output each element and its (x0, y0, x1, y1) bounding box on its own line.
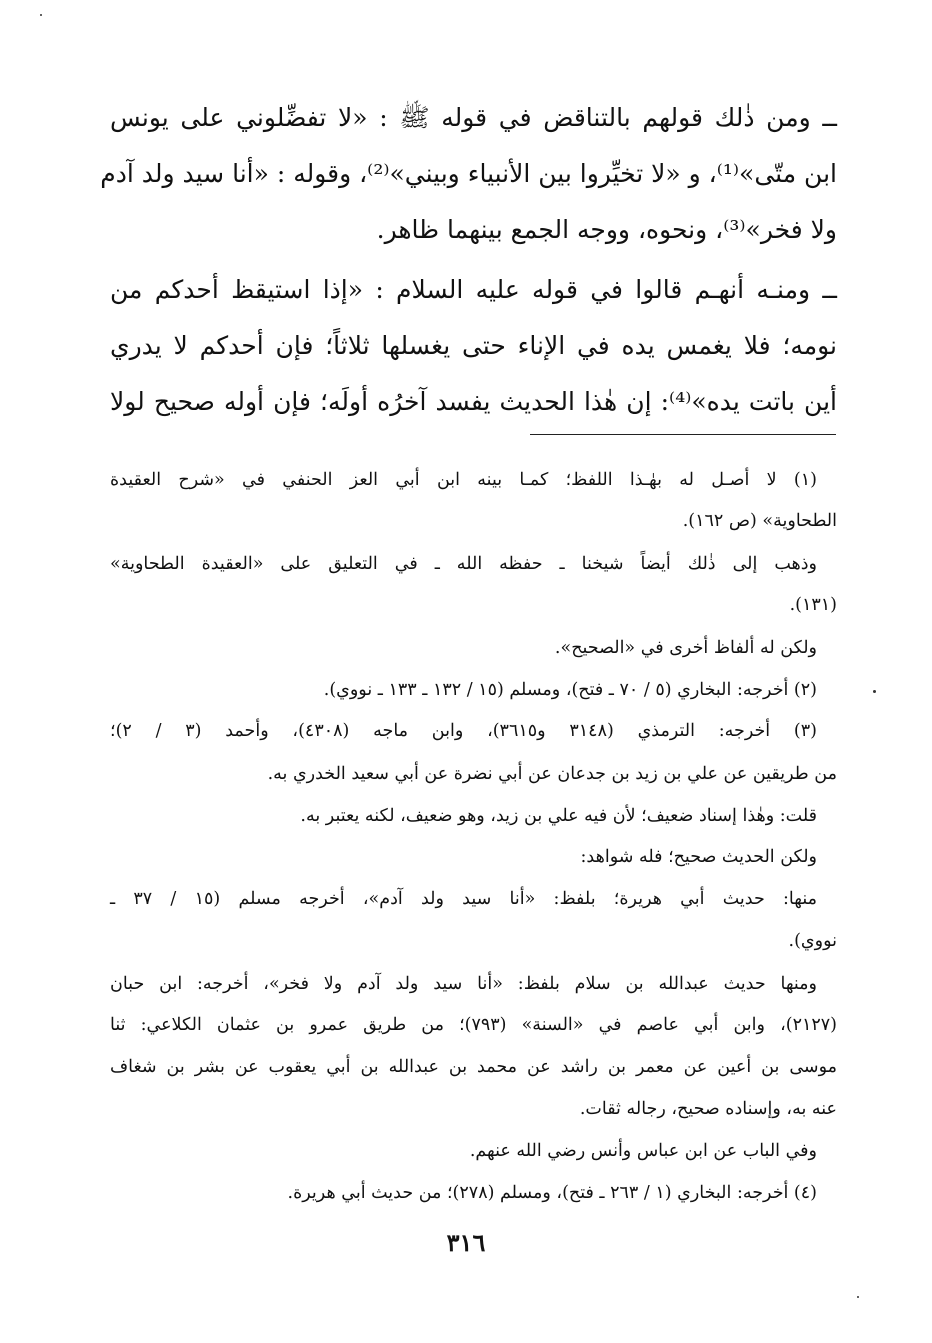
footnote-separator (530, 434, 836, 435)
scan-speck (857, 1296, 859, 1298)
footnote-line: عنه به، وإسناده صحيح، رجاله ثقات. (579, 1099, 837, 1119)
footnote-line: من طريقين عن علي بن زيد بن جدعان عن أبي نضرة عن أبي سعيد الخدري به. (267, 764, 837, 784)
footnote-line: ولكن الحديث صحيح؛ فله شواهد: (580, 847, 817, 867)
footnote-line: (٢) أخرجه: البخاري (٥ / ٧٠ ـ فتح)، ومسلم (١٥ / ١٣٢ ـ ١٣٣ ـ نووي). (323, 680, 817, 700)
main-text-line: نومه؛ فلا يغمس يده في الإناء حتى يغسلها ثلاثاً؛ فإن أحدكم لا يدري (110, 331, 837, 360)
footnote-line: (٣) أخرجه: الترمذي (٣١٤٨ و٣٦١٥)، وابن ماجه (٤٣٠٨)، وأحمد (٣ / ٢)؛ (110, 721, 817, 741)
footnote-line: الطحاوية» (ص ١٦٢). (682, 511, 837, 531)
main-text-line: ــ ومن ذٰلك قولهم بالتناقض في قوله ﷺ : «لا تفضِّلوني على يونس (110, 103, 837, 132)
footnote-line: نووي). (788, 931, 837, 951)
footnote-line: (٢١٢٧)، وابن أبي عاصم في «السنة» (٧٩٣)؛ من طريق عمرو بن عثمان الكلاعي: ثنا (110, 1015, 837, 1035)
scan-speck (873, 690, 876, 693)
footnote-line: موسى بن أعين عن معمر بن راشد عن محمد بن عبدالله بن أبي يعقوب عن بشر بن شغاف (110, 1057, 837, 1077)
footnote-line: منها: حديث أبي هريرة؛ بلفظ: «أنا سيد ولد آدم»، أخرجه مسلم (١٥ / ٣٧ ـ (110, 889, 817, 909)
footnote-line: ولكن له ألفاظ أخرى في «الصحيح». (554, 638, 817, 658)
main-text-line: ولا فخر»⁽³⁾، ونحوه، ووجه الجمع بينهما ظاهر. (376, 215, 837, 244)
footnote-line: (٤) أخرجه: البخاري (١ / ٢٦٣ ـ فتح)، ومسلم (٢٧٨)؛ من حديث أبي هريرة. (287, 1183, 817, 1203)
main-text-line: ابن متّى»⁽¹⁾، و «لا تخيِّروا بين الأنبياء وبيني»⁽²⁾، وقوله : «أنا سيد ولد آدم (100, 159, 837, 188)
main-text-line: أين باتت يده»⁽⁴⁾: إن هٰذا الحديث يفسد آخرُه أولَه؛ فإن أوله صحيح لولا (110, 387, 837, 416)
scan-speck (40, 14, 42, 16)
footnote-line: ومنها حديث عبدالله بن سلام بلفظ: «أنا سيد ولد آدم ولا فخر»، أخرجه: ابن حبان (110, 974, 817, 994)
page-number: ٣١٦ (446, 1228, 486, 1257)
footnote-line: وفي الباب عن ابن عباس وأنس رضي الله عنهم. (469, 1141, 817, 1161)
main-text-line: ــ ومنـه أنهـم قالوا في قوله عليه السلام : «إذا استيقظ أحدكم من (110, 275, 837, 304)
footnote-line: (١٣١). (789, 595, 837, 615)
footnote-line: (١) لا أصـل له بهٰـذا اللفظ؛ كمـا بينه ابن أبي العز الحنفي في «شرح العقيدة (110, 470, 817, 490)
footnote-line: وذهب إلى ذٰلك أيضاً شيخنا ـ حفظه الله ـ في التعليق على «العقيدة الطحاوية» (110, 554, 817, 574)
footnote-line: قلت: وهٰذا إسناد ضعيف؛ لأن فيه علي بن زيد، وهو ضعيف، لكنه يعتبر به. (300, 806, 817, 826)
